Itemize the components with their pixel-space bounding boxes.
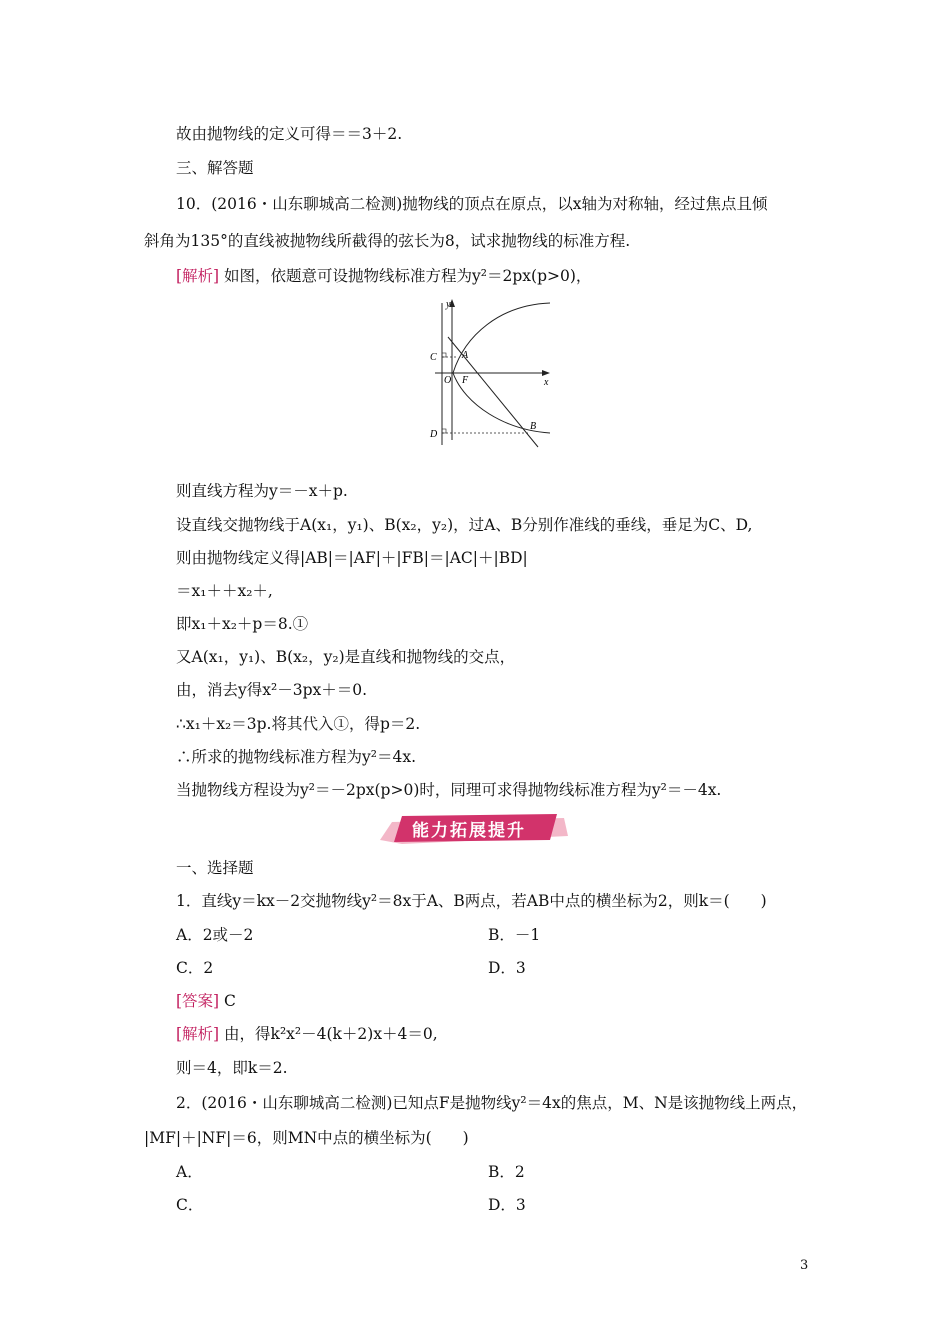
question-10-cont: 斜角为135°的直线被抛物线所截得的弦长为8，试求抛物线的标准方程. — [144, 232, 631, 250]
text-line: 则直线方程为y＝－x＋p. — [176, 482, 348, 500]
label-D: D — [430, 429, 438, 440]
option-c: C． — [176, 1196, 204, 1214]
section-heading: 三、解答题 — [176, 159, 254, 177]
text-line: 则由抛物线定义得|AB|＝|AF|＋|FB|＝|AC|＋|BD| — [176, 549, 528, 567]
text-line: 由，消去y得x²－3px＋＝0. — [176, 681, 368, 699]
option-a: A． — [176, 1163, 203, 1181]
answer-value: C — [224, 992, 236, 1010]
label-A: A — [462, 350, 469, 361]
question-10: 10．(2016・山东聊城高二检测)抛物线的顶点在原点，以x轴为对称轴，经过焦点且倾 — [176, 195, 768, 213]
label-C: C — [430, 352, 437, 363]
question-2: 2．(2016・山东聊城高二检测)已知点F是抛物线y²＝4x的焦点，M、N是该抛物线上两点， — [176, 1094, 808, 1112]
analysis-line — [176, 1024, 438, 1044]
label-F: F — [462, 375, 469, 386]
page-number: 3 — [800, 1258, 809, 1273]
text-line: 则＝4，即k＝2. — [176, 1059, 288, 1077]
text-line: 又A(x₁，y₁)、B(x₂，y₂)是直线和抛物线的交点， — [176, 648, 516, 666]
option-d: D．3 — [488, 1196, 526, 1214]
label-y: y — [446, 299, 451, 310]
text-line: ∴x₁＋x₂＝3p.将其代入①，得p＝2. — [176, 715, 421, 733]
label-B: B — [530, 421, 537, 432]
parabola-figure — [420, 295, 560, 450]
option-b: B．2 — [488, 1163, 525, 1181]
label-O: O — [444, 375, 452, 386]
analysis-text: 由，得k²x²－4(k＋2)x＋4＝0, — [224, 1025, 438, 1043]
text-line: 当抛物线方程设为y²＝－2px(p>0)时，同理可求得抛物线标准方程为y²＝－4x. — [176, 781, 722, 799]
analysis-tag: [解析] — [176, 1025, 220, 1043]
text-line: 故由抛物线的定义可得＝＝3＋2. — [176, 125, 403, 143]
text-line: ∴所求的抛物线标准方程为y²＝4x. — [176, 748, 417, 766]
option-b: B．－1 — [488, 926, 541, 944]
text-line: ＝x₁＋＋x₂＋, — [176, 582, 273, 600]
analysis-tag: [解析] — [176, 267, 220, 285]
question-1: 1．直线y＝kx－2交抛物线y²＝8x于A、B两点，若AB中点的横坐标为2，则k＝( ) — [176, 892, 767, 910]
section-heading: 一、选择题 — [176, 859, 254, 877]
text-line: 设直线交抛物线于A(x₁，y₁)、B(x₂，y₂)，过A、B分别作准线的垂线，垂足为C、D, — [176, 516, 753, 534]
text-line: 即x₁＋x₂＋p＝8.① — [176, 615, 309, 633]
analysis-line — [176, 266, 591, 286]
banner-title: 能力拓展提升 — [412, 821, 526, 841]
answer-line — [176, 991, 236, 1011]
analysis-text: 如图，依题意可设抛物线标准方程为y²＝2px(p>0)， — [224, 267, 592, 285]
question-2-cont: |MF|＋|NF|＝6，则MN中点的横坐标为( ) — [144, 1129, 469, 1147]
option-d: D．3 — [488, 959, 526, 977]
answer-tag: [答案] — [176, 992, 220, 1010]
option-a: A．2或－2 — [176, 926, 254, 944]
label-x: x — [544, 377, 549, 388]
option-c: C．2 — [176, 959, 214, 977]
